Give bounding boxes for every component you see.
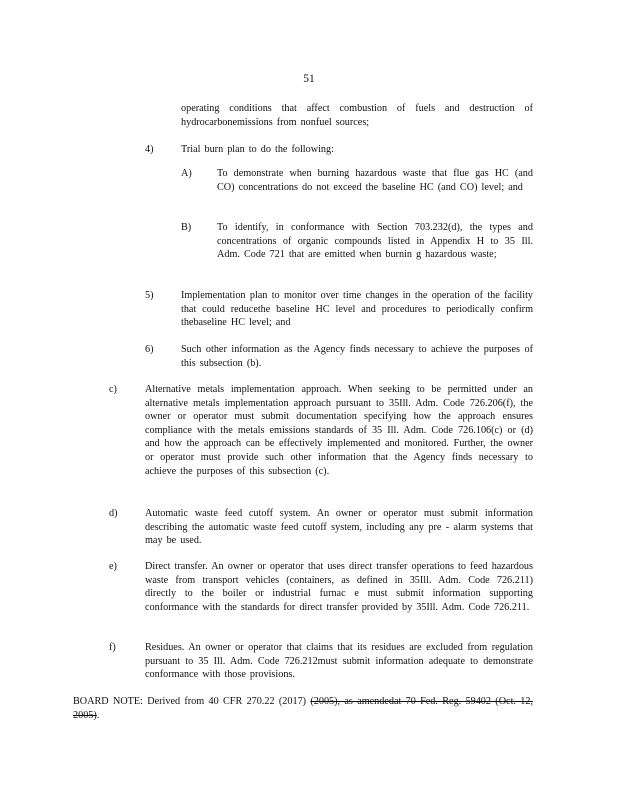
item-4b-label: B) (181, 222, 192, 233)
subsection-d-label: d) (109, 508, 118, 519)
subsection-e-label: e) (109, 561, 117, 572)
item-6-text: Such other information as the Agency finds necessary to achieve the purposes of this subsection (b). (181, 344, 533, 369)
board-note-end: . (96, 709, 100, 721)
page-number: 51 (303, 73, 315, 85)
lead-text: operating conditions that affect combustion of fuels and destruction of hydrocarbonemissions from nonfuel sources; (181, 103, 533, 128)
item-4a-label: A) (181, 168, 192, 179)
board-note-text: BOARD NOTE: Derived from 40 CFR 270.22 (2017) (73, 696, 311, 707)
subsection-c-label: c) (109, 384, 117, 395)
item-4a-text: To demonstrate when burning hazardous waste that flue gas HC (and CO) concentrations do not exceed the baseline HC (and CO) level; and (217, 168, 533, 193)
board-note-struck-text: (2005), as amendedat 70 Fed. Reg. 59402 (Oct. 12, 2005) (73, 696, 533, 721)
board-note (73, 695, 533, 722)
item-5-label: 5) (145, 290, 154, 301)
item-4-text: Trial burn plan to do the following: (181, 144, 334, 155)
subsection-f-text: Residues. An owner or operator that claims that its residues are excluded from regulation pursuant to 35 Ill. Adm. Code 726.212must submit information adequate to demonstrate conformance with those provisions. (145, 642, 533, 681)
item-5-text: Implementation plan to monitor over time changes in the operation of the facility that could reducethe baseline HC level and procedures to periodically confirm thebaseline HC level; and (181, 290, 533, 329)
item-4b-text: To identify, in conformance with Section 703.232(d), the types and concentrations of organic compounds listed in Appendix H to 35 Ill. Adm. Code 721 that are emitted when burnin g hazardous waste; (217, 222, 533, 261)
item-6-label: 6) (145, 344, 154, 355)
subsection-e-text: Direct transfer. An owner or operator that uses direct transfer operations to feed hazardous waste from transport vehicles (containers, as defined in 35Ill. Adm. Code 726.211) directly to the boiler or industrial furnac e must submit information supporting conformance with the standards for direct transfer provided by 35Ill. Adm. Code 726.211. (145, 561, 533, 613)
item-4-label: 4) (145, 144, 154, 155)
subsection-f-label: f) (109, 642, 116, 653)
subsection-c-text: Alternative metals implementation approach. When seeking to be permitted under an alternative metals implementation approach pursuant to 35Ill. Adm. Code 726.206(f), the owner or operator must submit documentation specifying how the approach ensures compliance with the metals emissions standards of 35 Ill. Adm. Code 726.106(c) or (d) and how the approach can be effectively implemented and monitored. Further, the owner or operator must provide such other information that the Agency finds necessary to achieve the purposes of this subsection (c). (145, 384, 533, 477)
subsection-d-text: Automatic waste feed cutoff system. An owner or operator must submit information describing the automatic waste feed cutoff system, including any pre - alarm systems that may be used. (145, 508, 533, 547)
